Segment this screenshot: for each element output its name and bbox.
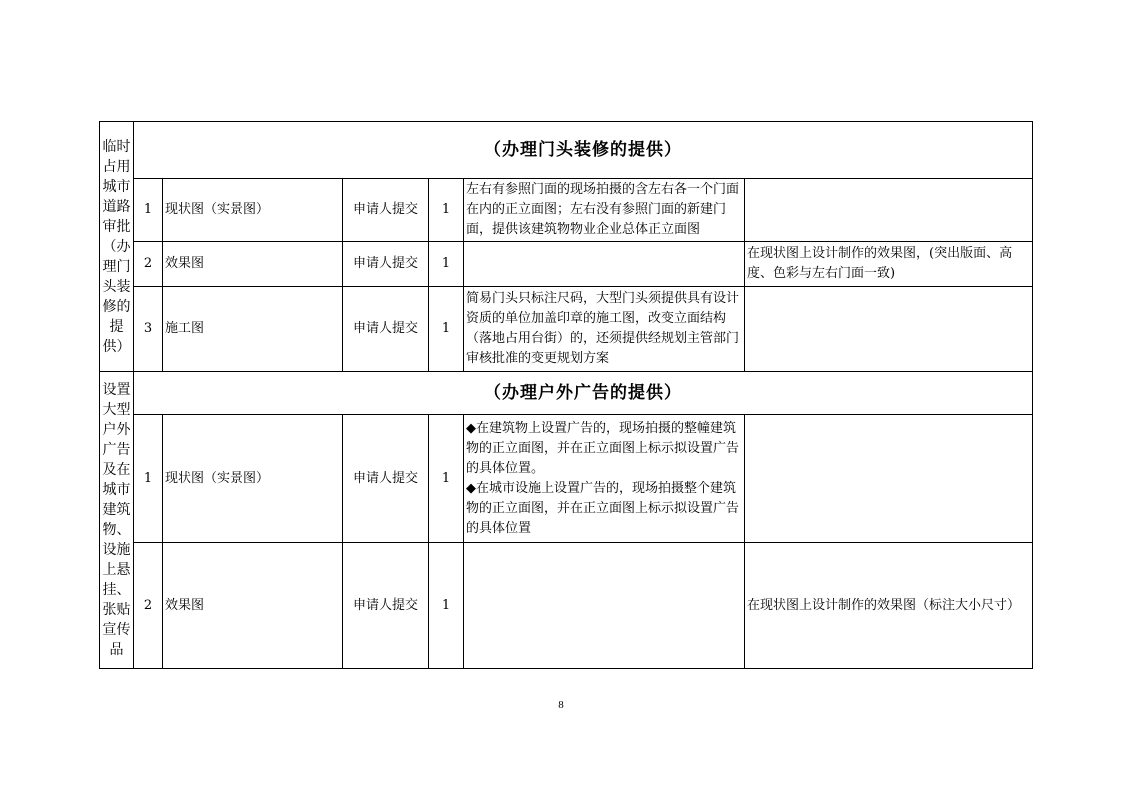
submitter: 申请人提交	[343, 179, 429, 242]
table-row	[100, 242, 1033, 287]
row-number: 1	[134, 179, 163, 242]
material-name: 效果图	[163, 543, 343, 669]
quantity: 1	[429, 287, 464, 372]
material-name: 施工图	[163, 287, 343, 372]
material-name: 效果图	[163, 242, 343, 287]
section-heading: （办理门头装修的提供）	[134, 122, 1033, 179]
note	[745, 415, 1033, 543]
requirement	[464, 415, 745, 543]
row-number: 2	[134, 242, 163, 287]
category-cell: 临时占用城市道路审批（办理门头装修的提供）	[100, 122, 134, 372]
requirement: 左右有参照门面的现场拍摄的含左右各一个门面在内的正立面图；左右没有参照门面的新建门面，提供该建筑物物业企业总体正立面图	[464, 179, 745, 242]
category-cell: 设置大型户外广告及在城市建筑物、设施上悬挂、张贴宣传品	[100, 372, 134, 669]
quantity: 1	[429, 242, 464, 287]
table-row	[100, 415, 1033, 543]
table-row	[100, 543, 1033, 669]
submitter: 申请人提交	[343, 415, 429, 543]
row-number: 3	[134, 287, 163, 372]
requirement-line: ◆在城市设施上设置广告的，现场拍摄整个建筑物的正立面图，并在正立面图上标示拟设置广告的具体位置	[466, 480, 740, 536]
requirement	[464, 242, 745, 287]
submitter: 申请人提交	[343, 242, 429, 287]
material-name: 现状图（实景图）	[163, 415, 343, 543]
requirement	[464, 543, 745, 669]
quantity: 1	[429, 543, 464, 669]
requirement: 简易门头只标注尺码，大型门头须提供具有设计资质的单位加盖印章的施工图，改变立面结构（落地占用台街）的，还须提供经规划主管部门审核批准的变更规划方案	[464, 287, 745, 372]
note	[745, 179, 1033, 242]
page-number: 8	[558, 699, 564, 711]
table-row	[100, 179, 1033, 242]
submitter: 申请人提交	[343, 287, 429, 372]
section-heading-row	[100, 372, 1033, 415]
note: 在现状图上设计制作的效果图（标注大小尺寸）	[745, 543, 1033, 669]
materials-table	[99, 121, 1033, 669]
section-heading: （办理户外广告的提供）	[134, 372, 1033, 415]
material-name: 现状图（实景图）	[163, 179, 343, 242]
table-row	[100, 287, 1033, 372]
row-number: 1	[134, 415, 163, 543]
submitter: 申请人提交	[343, 543, 429, 669]
row-number: 2	[134, 543, 163, 669]
requirement-line: ◆在建筑物上设置广告的，现场拍摄的整幢建筑物的正立面图，并在正立面图上标示拟设置广告的具体位置。	[466, 420, 740, 476]
note	[745, 287, 1033, 372]
section-heading-row	[100, 122, 1033, 179]
quantity: 1	[429, 415, 464, 543]
quantity: 1	[429, 179, 464, 242]
note: 在现状图上设计制作的效果图，(突出版面、高度、色彩与左右门面一致)	[745, 242, 1033, 287]
